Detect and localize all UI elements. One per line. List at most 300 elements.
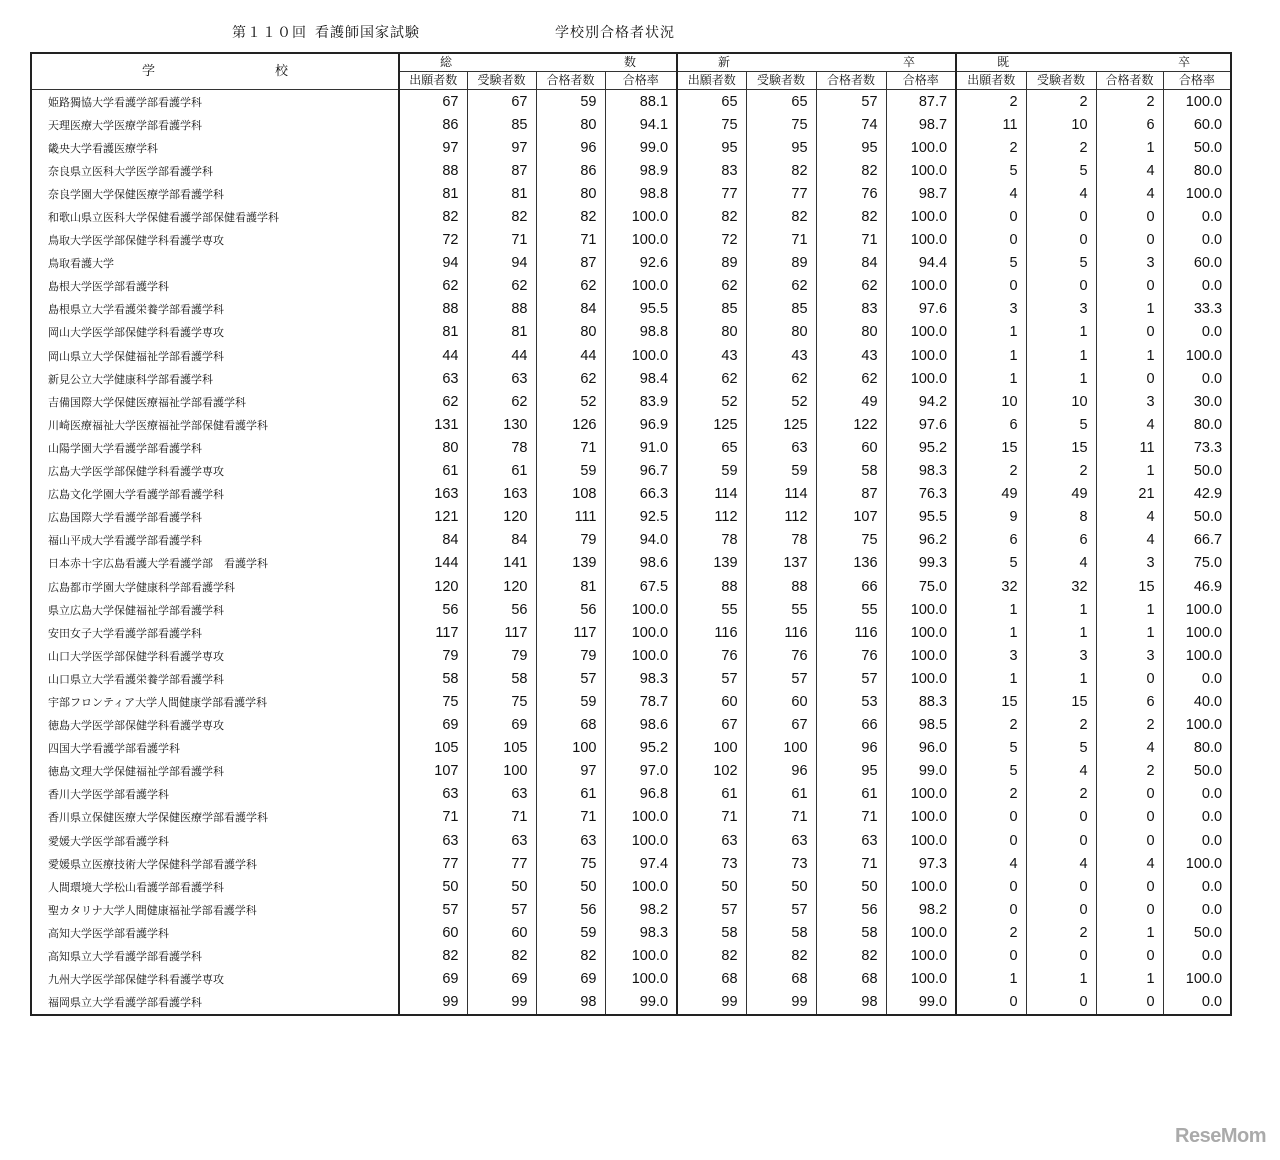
- value-cell: 61: [467, 460, 536, 483]
- value-cell: 84: [536, 298, 605, 321]
- value-cell: 80.0: [1163, 413, 1231, 436]
- value-cell: 4: [1096, 182, 1163, 205]
- value-cell: 75: [677, 113, 746, 136]
- value-cell: 1: [956, 667, 1026, 690]
- value-cell: 59: [536, 90, 605, 114]
- results-table: [30, 52, 1232, 1016]
- table-row: [31, 205, 1231, 228]
- value-cell: 100.0: [886, 829, 956, 852]
- value-cell: 63: [399, 367, 467, 390]
- value-cell: 1: [1096, 968, 1163, 991]
- value-cell: 98.4: [605, 367, 677, 390]
- value-cell: 3: [1096, 552, 1163, 575]
- value-cell: 111: [536, 506, 605, 529]
- value-cell: 116: [746, 621, 816, 644]
- value-cell: 95.2: [605, 737, 677, 760]
- value-cell: 40.0: [1163, 690, 1231, 713]
- school-name: 岡山県立大学保健福祉学部看護学科: [31, 344, 399, 367]
- value-cell: 0.0: [1163, 321, 1231, 344]
- school-name: 広島文化学園大学看護学部看護学科: [31, 483, 399, 506]
- value-cell: 100.0: [605, 829, 677, 852]
- school-name: 高知大学医学部看護学科: [31, 921, 399, 944]
- value-cell: 78: [677, 529, 746, 552]
- school-name: 吉備国際大学保健医療福祉学部看護学科: [31, 390, 399, 413]
- value-cell: 9: [956, 506, 1026, 529]
- value-cell: 62: [746, 367, 816, 390]
- table-row: [31, 644, 1231, 667]
- value-cell: 1: [1026, 621, 1096, 644]
- value-cell: 44: [399, 344, 467, 367]
- value-cell: 57: [746, 667, 816, 690]
- value-cell: 88.1: [605, 90, 677, 114]
- value-cell: 3: [1026, 644, 1096, 667]
- value-cell: 3: [1096, 644, 1163, 667]
- table-row: [31, 529, 1231, 552]
- value-cell: 76: [746, 644, 816, 667]
- value-cell: 69: [467, 714, 536, 737]
- column-header: 合格者数: [536, 72, 605, 90]
- value-cell: 59: [677, 460, 746, 483]
- table-row: [31, 321, 1231, 344]
- column-header: 受験者数: [467, 72, 536, 90]
- value-cell: 96: [816, 737, 886, 760]
- value-cell: 0: [1026, 898, 1096, 921]
- group-header-total: [399, 53, 677, 72]
- value-cell: 53: [816, 690, 886, 713]
- school-name: 香川県立保健医療大学保健医療学部看護学科: [31, 806, 399, 829]
- value-cell: 100.0: [1163, 852, 1231, 875]
- value-cell: 58: [467, 667, 536, 690]
- value-cell: 96.7: [605, 460, 677, 483]
- value-cell: 98.6: [605, 714, 677, 737]
- value-cell: 98.6: [605, 552, 677, 575]
- value-cell: 96: [536, 136, 605, 159]
- school-name: 姫路獨協大学看護学部看護学科: [31, 90, 399, 114]
- group-header-char: 新: [718, 55, 731, 69]
- value-cell: 60.0: [1163, 252, 1231, 275]
- value-cell: 73: [746, 852, 816, 875]
- value-cell: 69: [467, 968, 536, 991]
- value-cell: 98.2: [886, 898, 956, 921]
- value-cell: 82: [536, 944, 605, 967]
- value-cell: 75.0: [1163, 552, 1231, 575]
- value-cell: 79: [467, 644, 536, 667]
- value-cell: 82: [746, 205, 816, 228]
- value-cell: 67: [467, 90, 536, 114]
- value-cell: 105: [467, 737, 536, 760]
- table-row: [31, 275, 1231, 298]
- value-cell: 96.8: [605, 783, 677, 806]
- value-cell: 4: [1096, 852, 1163, 875]
- table-row: [31, 783, 1231, 806]
- value-cell: 72: [677, 229, 746, 252]
- value-cell: 83: [677, 159, 746, 182]
- value-cell: 2: [956, 460, 1026, 483]
- value-cell: 116: [816, 621, 886, 644]
- table-row: [31, 714, 1231, 737]
- value-cell: 82: [467, 205, 536, 228]
- resemom-logo: ReseMom: [1175, 1125, 1266, 1147]
- value-cell: 1: [956, 321, 1026, 344]
- table-row: [31, 898, 1231, 921]
- value-cell: 100.0: [886, 321, 956, 344]
- value-cell: 100.0: [886, 944, 956, 967]
- value-cell: 8: [1026, 506, 1096, 529]
- value-cell: 82: [816, 159, 886, 182]
- school-header-label: [32, 63, 398, 80]
- value-cell: 76: [816, 182, 886, 205]
- value-cell: 5: [956, 552, 1026, 575]
- school-name: 天理医療大学医療学部看護学科: [31, 113, 399, 136]
- value-cell: 43: [677, 344, 746, 367]
- column-header: 出願者数: [677, 72, 746, 90]
- value-cell: 10: [1026, 113, 1096, 136]
- value-cell: 50.0: [1163, 136, 1231, 159]
- value-cell: 71: [399, 806, 467, 829]
- value-cell: 67: [677, 714, 746, 737]
- group-header-label: [400, 54, 676, 71]
- value-cell: 68: [536, 714, 605, 737]
- value-cell: 3: [1096, 390, 1163, 413]
- value-cell: 42.9: [1163, 483, 1231, 506]
- value-cell: 100.0: [886, 644, 956, 667]
- value-cell: 63: [816, 829, 886, 852]
- value-cell: 100.0: [1163, 621, 1231, 644]
- value-cell: 125: [677, 413, 746, 436]
- value-cell: 63: [677, 829, 746, 852]
- value-cell: 137: [746, 552, 816, 575]
- value-cell: 99.0: [886, 991, 956, 1015]
- table-row: [31, 252, 1231, 275]
- value-cell: 63: [467, 367, 536, 390]
- value-cell: 56: [816, 898, 886, 921]
- value-cell: 65: [677, 436, 746, 459]
- value-cell: 1: [1026, 321, 1096, 344]
- value-cell: 88: [677, 575, 746, 598]
- value-cell: 71: [746, 229, 816, 252]
- school-name: 岡山大学医学部保健学科看護学専攻: [31, 321, 399, 344]
- value-cell: 71: [816, 806, 886, 829]
- value-cell: 1: [1096, 621, 1163, 644]
- value-cell: 94.1: [605, 113, 677, 136]
- value-cell: 62: [536, 275, 605, 298]
- table-row: [31, 667, 1231, 690]
- value-cell: 72: [399, 229, 467, 252]
- value-cell: 67.5: [605, 575, 677, 598]
- value-cell: 67: [399, 90, 467, 114]
- column-header: 受験者数: [746, 72, 816, 90]
- value-cell: 87: [467, 159, 536, 182]
- value-cell: 99: [677, 991, 746, 1015]
- value-cell: 107: [399, 760, 467, 783]
- value-cell: 97.6: [886, 298, 956, 321]
- school-name: 九州大学医学部保健学科看護学専攻: [31, 968, 399, 991]
- value-cell: 15: [956, 436, 1026, 459]
- value-cell: 86: [536, 159, 605, 182]
- value-cell: 82: [677, 205, 746, 228]
- table-row: [31, 182, 1231, 205]
- table-row: [31, 690, 1231, 713]
- value-cell: 78: [467, 436, 536, 459]
- value-cell: 100: [536, 737, 605, 760]
- value-cell: 0: [1096, 667, 1163, 690]
- table-row: [31, 159, 1231, 182]
- value-cell: 79: [399, 644, 467, 667]
- table-row: [31, 367, 1231, 390]
- value-cell: 98: [536, 991, 605, 1015]
- value-cell: 81: [467, 321, 536, 344]
- value-cell: 82: [536, 205, 605, 228]
- value-cell: 82: [467, 944, 536, 967]
- value-cell: 62: [467, 275, 536, 298]
- school-name: 高知県立大学看護学部看護学科: [31, 944, 399, 967]
- value-cell: 52: [746, 390, 816, 413]
- group-header-previous-graduates: [956, 53, 1231, 72]
- value-cell: 112: [746, 506, 816, 529]
- value-cell: 4: [1096, 413, 1163, 436]
- value-cell: 100.0: [605, 644, 677, 667]
- value-cell: 43: [746, 344, 816, 367]
- school-name: 山口県立大学看護栄養学部看護学科: [31, 667, 399, 690]
- value-cell: 76: [816, 644, 886, 667]
- school-header-char: 学: [142, 64, 156, 79]
- value-cell: 2: [1026, 714, 1096, 737]
- value-cell: 100.0: [886, 667, 956, 690]
- value-cell: 0: [1096, 991, 1163, 1015]
- value-cell: 100: [467, 760, 536, 783]
- value-cell: 2: [1096, 90, 1163, 114]
- value-cell: 100.0: [886, 806, 956, 829]
- value-cell: 0.0: [1163, 875, 1231, 898]
- value-cell: 98.3: [886, 460, 956, 483]
- value-cell: 0: [1026, 991, 1096, 1015]
- value-cell: 0: [1026, 806, 1096, 829]
- value-cell: 60: [399, 921, 467, 944]
- value-cell: 112: [677, 506, 746, 529]
- value-cell: 163: [399, 483, 467, 506]
- value-cell: 60: [677, 690, 746, 713]
- table-row: [31, 390, 1231, 413]
- value-cell: 61: [746, 783, 816, 806]
- value-cell: 59: [536, 921, 605, 944]
- column-header: 出願者数: [399, 72, 467, 90]
- value-cell: 94.4: [886, 252, 956, 275]
- school-name: 川崎医療福祉大学医療福祉学部保健看護学科: [31, 413, 399, 436]
- value-cell: 95.5: [886, 506, 956, 529]
- table-row: [31, 229, 1231, 252]
- value-cell: 71: [467, 229, 536, 252]
- value-cell: 82: [399, 205, 467, 228]
- school-name: 香川大学医学部看護学科: [31, 783, 399, 806]
- school-name: 広島大学医学部保健学科看護学専攻: [31, 460, 399, 483]
- value-cell: 80: [677, 321, 746, 344]
- table-row: [31, 136, 1231, 159]
- value-cell: 2: [956, 921, 1026, 944]
- group-header-char: 数: [624, 55, 637, 69]
- value-cell: 0.0: [1163, 898, 1231, 921]
- value-cell: 92.5: [605, 506, 677, 529]
- value-cell: 75: [536, 852, 605, 875]
- value-cell: 2: [956, 136, 1026, 159]
- value-cell: 63: [467, 783, 536, 806]
- school-name: 広島国際大学看護学部看護学科: [31, 506, 399, 529]
- value-cell: 5: [956, 159, 1026, 182]
- value-cell: 59: [536, 460, 605, 483]
- value-cell: 120: [467, 506, 536, 529]
- value-cell: 75: [746, 113, 816, 136]
- value-cell: 75: [399, 690, 467, 713]
- value-cell: 100.0: [605, 598, 677, 621]
- value-cell: 59: [746, 460, 816, 483]
- value-cell: 49: [1026, 483, 1096, 506]
- value-cell: 69: [399, 714, 467, 737]
- value-cell: 98.7: [886, 113, 956, 136]
- value-cell: 0.0: [1163, 229, 1231, 252]
- column-header: 合格率: [605, 72, 677, 90]
- school-name: 島根県立大学看護栄養学部看護学科: [31, 298, 399, 321]
- column-header: 合格者数: [1096, 72, 1163, 90]
- value-cell: 108: [536, 483, 605, 506]
- value-cell: 85: [467, 113, 536, 136]
- value-cell: 126: [536, 413, 605, 436]
- value-cell: 89: [746, 252, 816, 275]
- value-cell: 62: [677, 275, 746, 298]
- school-name: 山陽学園大学看護学部看護学科: [31, 436, 399, 459]
- value-cell: 0: [956, 875, 1026, 898]
- value-cell: 1: [1096, 136, 1163, 159]
- value-cell: 0: [1096, 898, 1163, 921]
- value-cell: 0: [1096, 806, 1163, 829]
- value-cell: 71: [746, 806, 816, 829]
- value-cell: 69: [536, 968, 605, 991]
- value-cell: 0.0: [1163, 275, 1231, 298]
- value-cell: 57: [677, 667, 746, 690]
- value-cell: 21: [1096, 483, 1163, 506]
- value-cell: 100.0: [1163, 344, 1231, 367]
- table-row: [31, 483, 1231, 506]
- value-cell: 1: [1096, 921, 1163, 944]
- value-cell: 59: [536, 690, 605, 713]
- group-header-char: 卒: [1178, 55, 1191, 69]
- value-cell: 95.2: [886, 436, 956, 459]
- value-cell: 61: [536, 783, 605, 806]
- value-cell: 100.0: [886, 968, 956, 991]
- value-cell: 52: [677, 390, 746, 413]
- value-cell: 98.5: [886, 714, 956, 737]
- value-cell: 96: [746, 760, 816, 783]
- value-cell: 1: [1096, 460, 1163, 483]
- value-cell: 3: [956, 644, 1026, 667]
- value-cell: 107: [816, 506, 886, 529]
- value-cell: 74: [816, 113, 886, 136]
- value-cell: 2: [956, 783, 1026, 806]
- value-cell: 120: [399, 575, 467, 598]
- school-name: 奈良県立医科大学医学部看護学科: [31, 159, 399, 182]
- table-row: [31, 852, 1231, 875]
- value-cell: 50.0: [1163, 760, 1231, 783]
- value-cell: 100.0: [886, 344, 956, 367]
- value-cell: 117: [399, 621, 467, 644]
- value-cell: 63: [746, 436, 816, 459]
- value-cell: 97.4: [605, 852, 677, 875]
- value-cell: 85: [746, 298, 816, 321]
- value-cell: 57: [816, 90, 886, 114]
- column-header: 出願者数: [956, 72, 1026, 90]
- value-cell: 98.3: [605, 667, 677, 690]
- value-cell: 100.0: [1163, 182, 1231, 205]
- table-row: [31, 552, 1231, 575]
- value-cell: 120: [467, 575, 536, 598]
- value-cell: 114: [677, 483, 746, 506]
- value-cell: 5: [956, 760, 1026, 783]
- value-cell: 75: [816, 529, 886, 552]
- value-cell: 32: [956, 575, 1026, 598]
- value-cell: 163: [467, 483, 536, 506]
- value-cell: 97.6: [886, 413, 956, 436]
- value-cell: 80: [816, 321, 886, 344]
- value-cell: 94.2: [886, 390, 956, 413]
- value-cell: 0: [1096, 367, 1163, 390]
- value-cell: 98.8: [605, 182, 677, 205]
- value-cell: 87: [536, 252, 605, 275]
- value-cell: 100.0: [605, 944, 677, 967]
- value-cell: 84: [399, 529, 467, 552]
- value-cell: 32: [1026, 575, 1096, 598]
- value-cell: 99.0: [886, 760, 956, 783]
- school-name: 徳島大学医学部保健学科看護学専攻: [31, 714, 399, 737]
- value-cell: 62: [677, 367, 746, 390]
- table-row: [31, 944, 1231, 967]
- value-cell: 96.2: [886, 529, 956, 552]
- value-cell: 0: [1096, 783, 1163, 806]
- value-cell: 100: [746, 737, 816, 760]
- value-cell: 66: [816, 714, 886, 737]
- value-cell: 100.0: [886, 621, 956, 644]
- value-cell: 71: [536, 436, 605, 459]
- value-cell: 50.0: [1163, 506, 1231, 529]
- value-cell: 71: [536, 806, 605, 829]
- value-cell: 57: [399, 898, 467, 921]
- value-cell: 94: [399, 252, 467, 275]
- value-cell: 71: [816, 852, 886, 875]
- value-cell: 81: [536, 575, 605, 598]
- value-cell: 80: [536, 182, 605, 205]
- value-cell: 88: [746, 575, 816, 598]
- value-cell: 96.0: [886, 737, 956, 760]
- value-cell: 80.0: [1163, 159, 1231, 182]
- value-cell: 100.0: [1163, 968, 1231, 991]
- value-cell: 95.5: [605, 298, 677, 321]
- value-cell: 2: [1096, 714, 1163, 737]
- table-row: [31, 436, 1231, 459]
- value-cell: 60: [746, 690, 816, 713]
- value-cell: 139: [536, 552, 605, 575]
- value-cell: 100.0: [886, 205, 956, 228]
- value-cell: 2: [1026, 136, 1096, 159]
- value-cell: 6: [1096, 690, 1163, 713]
- table-row: [31, 806, 1231, 829]
- value-cell: 66.3: [605, 483, 677, 506]
- value-cell: 62: [816, 367, 886, 390]
- value-cell: 1: [1096, 598, 1163, 621]
- value-cell: 97: [467, 136, 536, 159]
- header-row-groups: [31, 53, 1231, 72]
- value-cell: 88.3: [886, 690, 956, 713]
- value-cell: 5: [956, 737, 1026, 760]
- table-row: [31, 344, 1231, 367]
- value-cell: 0.0: [1163, 991, 1231, 1015]
- value-cell: 91.0: [605, 436, 677, 459]
